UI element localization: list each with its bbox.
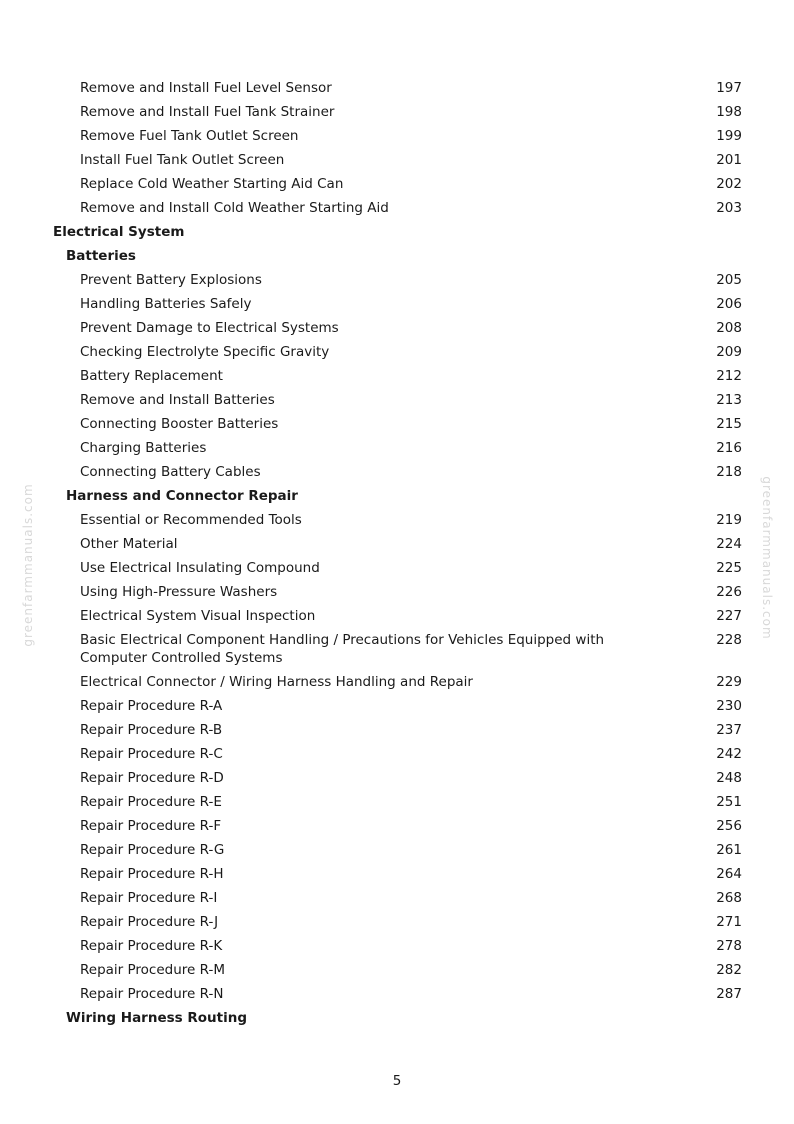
toc-entry-title: Using High-Pressure Washers [80,583,278,600]
toc-entry-page-number: 219 [716,511,742,528]
toc-entry-title: Remove and Install Fuel Tank Strainer [80,103,335,120]
toc-entry-page-number: 212 [716,367,742,384]
toc-entry-title: Repair Procedure R-I [80,890,218,906]
toc-subsection-heading[interactable] [0,1007,794,1031]
toc-entry[interactable] [0,767,794,791]
toc-entry-title: Repair Procedure R-A [80,698,223,714]
toc-entry[interactable] [0,556,794,580]
toc-entry-page-number: 225 [716,559,742,576]
toc-entry-title: Essential or Recommended Tools [80,511,302,528]
toc-entry-title: Checking Electrolyte Specific Gravity [80,343,330,360]
toc-entry[interactable] [0,743,794,767]
toc-entry[interactable] [0,436,794,460]
toc-entry-page-number: 203 [716,199,742,216]
toc-entry[interactable] [0,268,794,292]
toc-entry-page-number: 208 [716,319,742,336]
toc-entry-title: Harness and Connector Repair [66,487,298,504]
toc-entry-title: Repair Procedure R-J [80,914,219,930]
toc-entry[interactable] [0,412,794,436]
toc-entry[interactable] [0,604,794,628]
toc-entry-title: Repair Procedure R-B [80,722,223,738]
toc-entry-page-number: 205 [716,271,742,288]
toc-entry-page-number: 230 [716,698,742,714]
toc-entry-title: Remove and Install Batteries [80,391,275,408]
toc-entry[interactable] [0,580,794,604]
toc-entry-page-number: 197 [716,79,742,96]
toc-entry-title: Connecting Battery Cables [80,463,261,480]
toc-entry-title: Battery Replacement [80,367,223,384]
toc-entry-title: Repair Procedure R-F [80,818,222,834]
toc-entry-title: Remove and Install Cold Weather Starting Aid [80,199,389,216]
toc-entry-title: Use Electrical Insulating Compound [80,559,320,576]
toc-entry-title: Repair Procedure R-H [80,866,224,882]
toc-entry[interactable] [0,791,794,815]
toc-entry-page-number: 261 [716,842,742,858]
toc-entry[interactable] [0,959,794,983]
toc-entry[interactable] [0,124,794,148]
toc-entry-title: Charging Batteries [80,439,207,456]
toc-entry[interactable] [0,76,794,100]
toc-entry[interactable] [0,172,794,196]
toc-entry-page-number: 242 [716,746,742,762]
toc-entry-title: Repair Procedure R-K [80,938,223,954]
toc-entry-page-number: 237 [716,722,742,738]
toc-entry-page-number: 226 [716,583,742,600]
toc-entry-title: Electrical Connector / Wiring Harness Handling and Repair [80,674,473,690]
toc-entry-title: Batteries [66,247,136,264]
toc-entry-page-number: 201 [716,151,742,168]
toc-entry[interactable] [0,196,794,220]
toc-entry-page-number: 206 [716,295,742,312]
toc-entry-title: Electrical System [53,223,185,240]
toc-entry-title: Remove Fuel Tank Outlet Screen [80,127,299,144]
toc-entry[interactable] [0,719,794,743]
toc-subsection-heading[interactable] [0,244,794,268]
toc-entry-title: Repair Procedure R-D [80,770,224,786]
toc-entry-page-number: 224 [716,535,742,552]
toc-entry-title: Handling Batteries Safely [80,295,252,312]
toc-entry-page-number: 278 [716,938,742,954]
toc-entry[interactable] [0,815,794,839]
toc-entry-title: Electrical System Visual Inspection [80,607,316,624]
toc-entry-title: Other Material [80,535,178,552]
toc-entry-page-number: 229 [716,674,742,690]
toc-entry-title: Basic Electrical Component Handling / Precautions for Vehicles Equipped with Computer Controlled Systems [80,631,605,666]
toc-entry-title: Repair Procedure R-N [80,986,224,1002]
toc-entry-page-number: 228 [716,631,742,648]
toc-entry[interactable] [0,839,794,863]
toc-entry-page-number: 264 [716,866,742,882]
toc-entry-page-number: 198 [716,103,742,120]
toc-entry-page-number: 271 [716,914,742,930]
toc-entry-page-number: 268 [716,890,742,906]
toc-entry[interactable] [0,508,794,532]
toc-subsection-heading[interactable] [0,484,794,508]
toc-entry[interactable] [0,628,794,671]
toc-entry-page-number: 248 [716,770,742,786]
toc-entry[interactable] [0,148,794,172]
toc-entry[interactable] [0,316,794,340]
toc-entry[interactable] [0,364,794,388]
watermark-left: greenfarmmanuals.com [21,483,35,647]
toc-entry-page-number: 227 [716,607,742,624]
toc-entry[interactable] [0,671,794,695]
toc-entry-page-number: 209 [716,343,742,360]
toc-entry[interactable] [0,935,794,959]
toc-entry[interactable] [0,887,794,911]
toc-entry-title: Replace Cold Weather Starting Aid Can [80,175,344,192]
table-of-contents [0,76,794,1031]
toc-entry-page-number: 287 [716,986,742,1002]
toc-entry[interactable] [0,388,794,412]
toc-entry-title: Connecting Booster Batteries [80,415,279,432]
toc-entry[interactable] [0,340,794,364]
toc-entry-page-number: 213 [716,391,742,408]
toc-entry-title: Install Fuel Tank Outlet Screen [80,151,285,168]
page-number: 5 [392,1073,402,1089]
toc-entry[interactable] [0,983,794,1007]
toc-entry-title: Repair Procedure R-G [80,842,225,858]
toc-entry-page-number: 202 [716,175,742,192]
toc-entry[interactable] [0,911,794,935]
toc-entry-page-number: 218 [716,463,742,480]
toc-entry-page-number: 216 [716,439,742,456]
watermark-right: greenfarmmanuals.com [760,476,774,640]
toc-entry-title: Prevent Battery Explosions [80,271,262,288]
toc-entry-title: Prevent Damage to Electrical Systems [80,319,339,336]
toc-entry-page-number: 251 [716,794,742,810]
toc-entry-page-number: 256 [716,818,742,834]
toc-entry-title: Repair Procedure R-E [80,794,222,810]
toc-entry-title: Repair Procedure R-M [80,962,225,978]
toc-entry[interactable] [0,460,794,484]
toc-entry-page-number: 199 [716,127,742,144]
toc-entry-page-number: 282 [716,962,742,978]
toc-entry[interactable] [0,863,794,887]
toc-entry-title: Repair Procedure R-C [80,746,223,762]
toc-entry[interactable] [0,100,794,124]
toc-entry-title: Wiring Harness Routing [66,1010,248,1026]
toc-section-heading[interactable] [0,220,794,244]
toc-entry-title: Remove and Install Fuel Level Sensor [80,79,332,96]
toc-entry[interactable] [0,292,794,316]
toc-entry[interactable] [0,532,794,556]
toc-entry-page-number: 215 [716,415,742,432]
toc-entry[interactable] [0,695,794,719]
